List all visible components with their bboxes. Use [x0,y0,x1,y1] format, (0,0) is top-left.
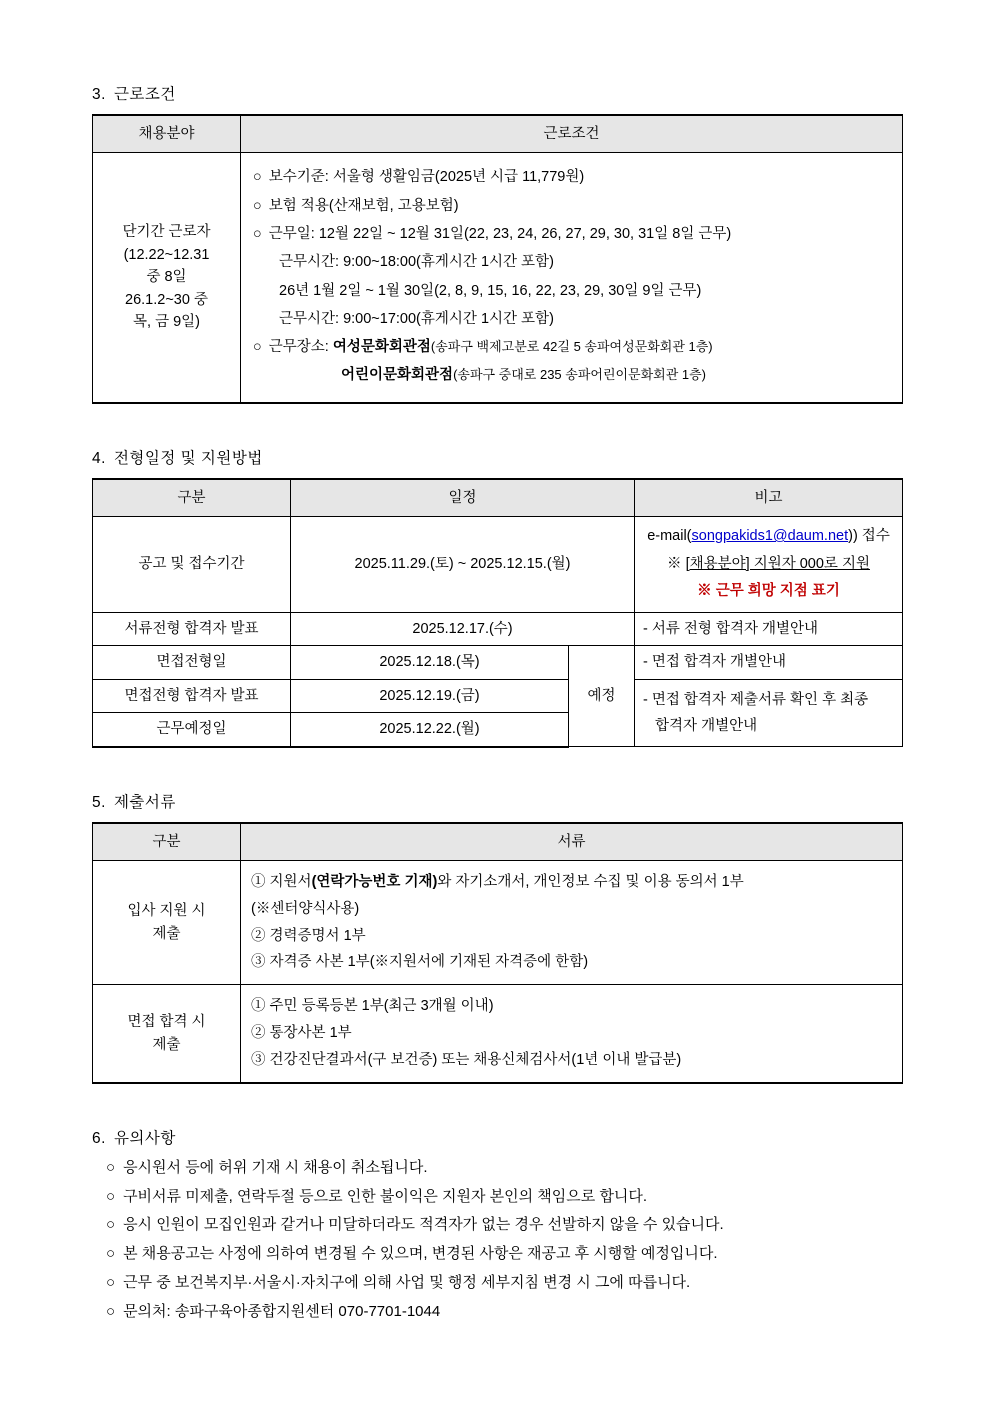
condition-2-text: 보험 적용(산재보험, 고용보험) [268,197,459,214]
schedule-date-3: 2025.12.18.(목) [291,646,569,679]
doc-group-items-1 [241,861,903,985]
circle-bullet-icon: ○ [253,169,262,186]
doc-item-number: ① [251,998,266,1015]
work-place-addr-2: (송파구 중대로 235 송파어린이문화회관 1층) [453,367,707,383]
documents-table [92,822,903,1084]
email-suffix: )) 접수 [848,528,890,545]
doc-item-text-pre: 지원서 [269,874,312,891]
doc-item [251,993,892,1020]
doc-item-text: 경력증명서 1부 [269,927,366,944]
notice-list [92,1154,902,1327]
remark-email-line [641,523,896,551]
doc-item [251,869,892,896]
table-row [93,153,903,403]
work-place-addr-1: (송파구 백제고분로 42길 5 송파여성문화회관 1층) [430,339,713,355]
schedule-remark-1 [635,517,903,613]
doc-group-label-2-line-1: 면접 합격 시 [127,1014,206,1031]
doc-item-text: 주민 등록등본 1부(최근 3개월 이내) [269,998,494,1015]
schedule-status-yejeong: 예정 [569,646,635,747]
table-header-row [93,479,903,517]
work-place-row-2 [253,361,892,389]
condition-3-text: 근무일: 12월 22일 ~ 12월 31일(22, 23, 24, 26, 27, 29, 30, 31일 8일 근무) [268,226,732,242]
condition-item-2 [253,192,892,220]
circle-bullet-icon: ○ [253,339,262,356]
condition-item-3 [253,220,892,248]
circle-bullet-icon: ○ [253,226,262,242]
col-header-gubun: 구분 [93,823,241,861]
doc-item-number: ③ [251,1051,266,1068]
doc-item [251,923,892,950]
col-header-documents: 서류 [241,823,903,861]
email-prefix: e-mail( [647,528,692,545]
field-line-2: (12.22~12.31 [123,246,210,263]
cell-recruit-field [93,153,241,403]
section-3-heading [92,82,902,104]
doc-item-text: 건강진단결과서(구 보건증) 또는 채용신체검사서(1년 이내 발급분) [269,1051,682,1068]
work-place-name-1: 여성문화회관점 [332,339,431,356]
list-item [106,1269,902,1298]
work-place-name-2: 어린이문화회관점 [341,367,454,384]
notice-text: 근무 중 보건복지부·서울시·자치구에 의해 사업 및 행정 세부지침 변경 시 그에 따릅니다. [123,1273,691,1291]
section-4-heading [92,446,902,468]
col-header-gubun: 구분 [93,479,291,517]
table-header-row [93,115,903,153]
remark-4-line-2: 합격자 개별안내 [655,717,758,734]
notice-contact-text: 문의처: 송파구육아종합지원센터 070-7701-1044 [123,1302,441,1320]
section-3-number: 3. [92,86,106,103]
schedule-gubun-5: 근무예정일 [93,713,291,747]
section-5-heading [92,790,902,812]
work-conditions-table [92,114,903,404]
field-line-5: 목, 금 9일) [133,314,200,331]
circle-bullet-icon: ○ [106,1216,116,1234]
schedule-date-5: 2025.12.22.(월) [291,713,569,747]
table-row [93,646,903,679]
section-6-number: 6. [92,1129,106,1147]
doc-group-label-1-line-1: 입사 지원 시 [127,903,206,920]
list-item [106,1183,902,1212]
list-item [106,1298,902,1327]
schedule-table [92,478,903,748]
doc-item-note: (※센터양식사용) [251,900,360,917]
field-line-4: 26.1.2~30 중 [125,291,208,308]
doc-item [251,949,892,976]
circle-bullet-icon: ○ [253,197,262,214]
section-6-title: 유의사항 [113,1129,176,1147]
schedule-gubun-2: 서류전형 합격자 발표 [93,612,291,645]
notice-text: 구비서류 미제출, 연락두절 등으로 인한 불이익은 지원자 본인의 책임으로 합니다. [123,1187,648,1205]
table-row [93,517,903,613]
remark-note-line-3: ※ 근무 희망 지점 표기 [697,583,840,600]
circle-bullet-icon: ○ [106,1158,116,1176]
table-row [93,861,903,985]
condition-sub-line-1: 근무시간: 9:00~18:00(휴게시간 1시간 포함) [279,254,554,271]
circle-bullet-icon: ○ [106,1302,116,1320]
schedule-gubun-4: 면접전형 합격자 발표 [93,679,291,712]
field-line-3: 중 8일 [146,269,187,286]
doc-item [251,1020,892,1047]
schedule-gubun-3: 면접전형일 [93,646,291,679]
doc-item-text: 자격증 사본 1부(※지원서에 기재된 자격증에 한함) [269,954,589,971]
doc-group-items-2 [241,985,903,1083]
notice-text: 응시 인원이 모집인원과 같거나 미달하더라도 적격자가 없는 경우 선발하지 않을 수 있습니다. [123,1216,724,1234]
notice-text: 본 채용공고는 사정에 의하여 변경될 수 있으며, 변경된 사항은 재공고 후 시행할 예정입니다. [123,1245,718,1263]
work-place-label: 근무장소: [268,339,329,356]
work-place-row [253,333,892,361]
table-header-row [93,823,903,861]
section-4-number: 4. [92,449,106,467]
schedule-date-4: 2025.12.19.(금) [291,679,569,712]
condition-item-1 [253,163,892,191]
doc-item [251,1047,892,1074]
section-4-title: 전형일정 및 지원방법 [113,449,263,467]
condition-sub-line-2: 26년 1월 2일 ~ 1월 30일(2, 8, 9, 15, 16, 22, 23, 29, 30일 9일 근무) [279,282,702,299]
schedule-date-2: 2025.12.17.(수) [291,612,635,645]
doc-group-label-1 [93,861,241,985]
doc-item-number: ② [251,927,266,944]
condition-1-text: 보수기준: 서울형 생활임금(2025년 시급 11,779원) [268,169,585,186]
col-header-schedule: 일정 [291,479,635,517]
field-line-1: 단기간 근로자 [122,224,211,241]
doc-item-number: ③ [251,954,266,971]
col-header-conditions: 근로조건 [241,115,903,153]
table-row [93,679,903,712]
doc-item-number: ① [251,874,266,891]
doc-group-label-1-line-2: 제출 [152,925,181,942]
col-header-field: 채용분야 [93,115,241,153]
list-item [106,1240,902,1269]
doc-item-text-post: 와 자기소개서, 개인정보 수집 및 이용 동의서 1부 [437,874,744,891]
email-link[interactable]: songpakids1@daum.net [691,528,849,545]
list-item [106,1154,902,1183]
table-row [93,985,903,1083]
remark-4-line-1: - 면접 합격자 제출서류 확인 후 최종 [643,691,869,708]
doc-item-text-bold: (연락가능번호 기재) [311,874,438,891]
circle-bullet-icon: ○ [106,1273,116,1291]
section-5-title: 제출서류 [113,793,176,811]
circle-bullet-icon: ○ [106,1245,116,1263]
note-mark-icon: ※ [667,555,682,572]
doc-group-label-2-line-2: 제출 [152,1036,181,1053]
cell-conditions [241,153,903,403]
condition-sub-line-3: 근무시간: 9:00~17:00(휴게시간 1시간 포함) [279,310,554,327]
schedule-remark-3: - 면접 합격자 개별안내 [635,646,903,679]
schedule-remark-4 [635,679,903,746]
col-header-remark: 비고 [635,479,903,517]
document-content [92,82,902,1327]
section-6-heading [92,1126,902,1148]
doc-item-number: ② [251,1025,266,1042]
section-5-number: 5. [92,793,106,811]
schedule-gubun-1: 공고 및 접수기간 [93,517,291,613]
schedule-remark-2: - 서류 전형 합격자 개별안내 [635,612,903,645]
remark-note-line-2 [641,551,896,579]
section-3-title: 근로조건 [113,86,176,103]
table-row [93,612,903,645]
doc-item-text: 통장사본 1부 [269,1025,352,1042]
circle-bullet-icon: ○ [106,1187,116,1205]
doc-group-label-2 [93,985,241,1083]
schedule-date-1: 2025.11.29.(토) ~ 2025.12.15.(월) [291,517,635,613]
note-2-text: [채용분야] 지원자 000로 지원 [685,555,870,572]
list-item [106,1211,902,1240]
notice-text: 응시원서 등에 허위 기재 시 채용이 취소됩니다. [123,1158,428,1176]
